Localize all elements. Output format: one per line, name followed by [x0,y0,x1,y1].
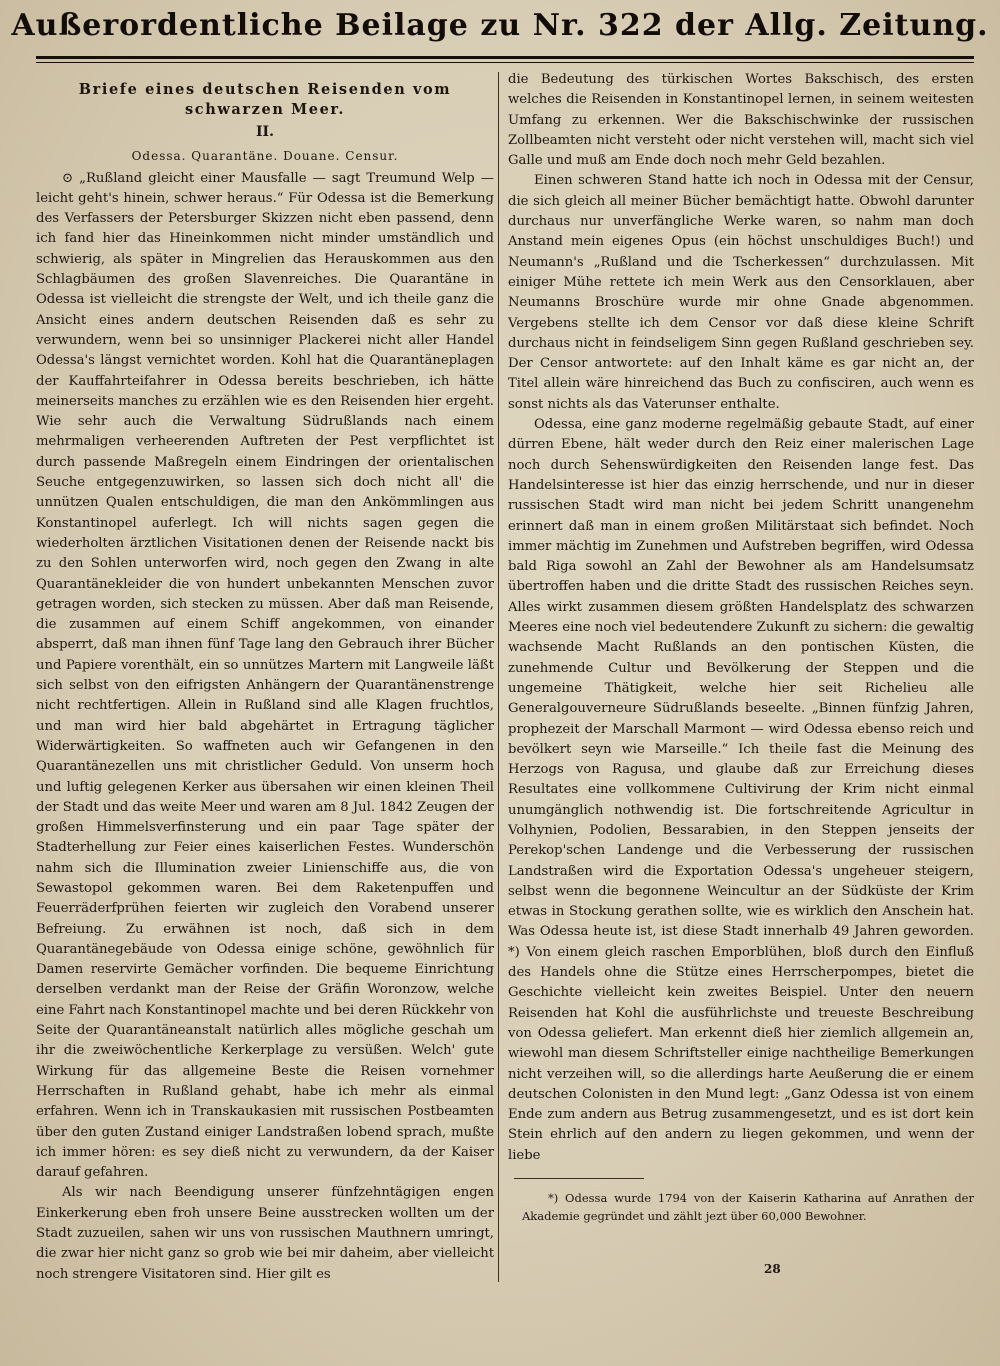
masthead-rule-top [36,56,974,59]
right-column [508,70,974,1225]
article-title: Briefe eines deutschen Reisenden vom schwarzen Meer. [78,81,452,118]
left-paragraph-2: Als wir nach Beendigung unserer fünfzehntägigen engen Einkerkerung eben froh unsere Beine ausstrecken wollten um der Stadt zuzueilen, sahen wir uns von russischen Mauthnern umringt, die zwar hier nicht ganz so grob wie bei mir daheim, aber vielleicht noch strengere Visitatoren sind. Hier gilt es [36,1185,494,1282]
column-divider [498,72,499,1282]
footnote: *) Odessa wurde 1794 von der Kaiserin Katharina auf Anrathen der Akademie gegründet und zählt jezt über 60,000 Bewohner. [522,1191,974,1224]
right-paragraph-1: die Bedeutung des türkischen Wortes Bakschisch, des ersten welches die Reisenden in Konstantinopel lernen, in seinem weitesten Umfang zu erkennen. Wer die Bakschischwinke der russischen Zollbeamten nicht versteht oder nicht verstehen will, macht sich viel Galle und muß am Ende doch noch mehr Geld bezahlen. [508,72,974,169]
left-paragraph-1: ⊙ „Rußland gleicht einer Mausfalle — sagt Treumund Welp — leicht geht's hinein, schwer heraus.“ Für Odessa ist die Bemerkung des Verfassers der Petersburger Skizzen nicht eben passend, denn ich fand hier das Hineinkommen nicht minder umständlich und schwierig, als später in Mingrelien das Herauskommen aus den Schlagbäumen des großen Slavenreiches. Die Quarantäne in Odessa ist vielleicht die strengste der Welt, und ich theile ganz die Ansicht eines andern deutschen Reisenden daß es sehr zu verwundern, wenn bei so unsinniger Plackerei nicht aller Handel Odessa's längst vernichtet worden. Kohl hat die Quarantäneplagen der Kauffahrteifahrer in Odessa bereits beschrieben, ich hätte meinerseits manches zu erzählen wie es den Reisenden hier ergeht. Wie sehr auch die Verwaltung Südrußlands nach einem mehrmaligen verheerenden Auftreten der Pest verpflichtet ist durch passende Maßregeln einem Eindringen der orientalischen Seuche entgegenzuwirken, so lassen sich doch nicht all' die unnützen Qualen entschuldigen, die man den Ankömmlingen aus Konstantinopel auferlegt. Ich will nichts sagen gegen die wiederholten ärztlichen Visitationen denen der Reisende nackt bis zu den Sohlen unterworfen wird, noch gegen den Zwang in alte Quarantänekleider die von hundert unbekannten Menschen zuvor getragen worden, sich stecken zu müssen. Aber daß man Reisende, die zusammen auf einem Schiff angekommen, von einander absperrt, daß man ihnen fünf Tage lang den Gebrauch ihrer Bücher und Papiere vorenthält, ein so unnützes Martern mit Langweile läßt sich selbst von den eifrigsten Anhängern der Quarantänenstrenge nicht rechtfertigen. Allein in Rußland sind alle Klagen fruchtlos, und man wird hier bald abgehärtet in Ertragung täglicher Widerwärtigkeiten. So waffneten auch wir Gefangenen in den Quarantänezellen uns mit christlicher Geduld. Von unserm hoch und luftig gelegenen Kerker aus übersahen wir einen kleinen Theil der Stadt und das weite Meer und waren am 8 Jul. 1842 Zeugen der großen Himmelsverfinsterung und ein paar Tage später der Stadterhellung zur Feier eines kaiserlichen Festes. Wunderschön nahm sich die Illumination zweier Linienschiffe aus, die von Sewastopol gekommen waren. Bei dem Raketenpuffen und Feuerräderfprühen feierten wir zugleich den Vorabend unserer Befreiung. Zu erwähnen ist noch, daß sich in dem Quarantänegebäude von Odessa einige schöne, gewöhnlich für Damen reservirte Gemächer vorfinden. Die bequeme Einrichtung derselben verdankt man der Reise der Gräfin Woronzow, welche eine Fahrt nach Konstantinopel machte und bei deren Rückkehr von Seite der Quarantäneanstalt natürlich alles mögliche geschah um ihr die zweiwöchentliche Kerkerplage zu versüßen. Welch' gute Wirkung für das allgemeine Beste die Reisen vornehmer Herrschaften in Rußland gehabt, habe ich mehr als einmal erfahren. Wenn ich in Transkaukasien mit russischen Postbeamten über den guten Zustand einiger Landstraßen lobend sprach, mußte ich immer hören: es sey dieß nicht zu verwundern, da der Kaiser darauf gefahren. [36,170,494,1181]
right-paragraph-2: Einen schweren Stand hatte ich noch in Odessa mit der Censur, die sich gleich all meiner Bücher bemächtigt hatte. Obwohl darunter durchaus nur unverfängliche Werke waren, so nahm man doch Anstand mein eigenes Opus (ein höchst unschuldiges Buch!) und Neumann's „Rußland und die Tscherkessen“ durchzulassen. Mit einiger Mühe rettete ich mein Werk aus den Censorklauen, aber Neumanns Broschüre wurde mir ohne Gnade abgenommen. Vergebens stellte ich dem Censor vor daß diese kleine Schrift durchaus nicht in feindseligem Sinn gegen Rußland geschrieben sey. Der Censor antwortete: auf den Inhalt käme es gar nicht an, der Titel allein wäre hinreichend das Buch zu confisciren, auch wenn es sonst nichts als das Vaterunser enthalte. [508,173,974,412]
article-subhead: Odessa. Quarantäne. Douane. Censur. [131,149,399,164]
right-paragraph-3: Odessa, eine ganz moderne regelmäßig gebaute Stadt, auf einer dürren Ebene, hält weder durch den Reiz einer malerischen Lage noch durch Sehenswürdigkeiten den Reisenden lange fest. Das Handelsinteresse ist hier das einzig herrschende, und nur in dieser russischen Stadt wird man nicht bei jedem Schritt unangenehm erinnert daß man in einem großen Militärstaat sich befindet. Noch immer mächtig im Zunehmen und Aufstreben begriffen, wird Odessa bald Riga sowohl an Zahl der Bewohner als am Handelsumsatz übertroffen haben und die dritte Stadt des russischen Reiches seyn. Alles wirkt zusammen diesem größten Handelsplatz des schwarzen Meeres eine noch viel bedeutendere Zukunft zu sichern: die gewaltig wachsende Macht Rußlands an den pontischen Küsten, die zunehmende Cultur und Bevölkerung der Steppen und die ungemeine Thätigkeit, welche hier seit Richelieu alle Generalgouverneure Südrußlands beseelte. „Binnen fünfzig Jahren, prophezeit der Marschall Marmont — wird Odessa ebenso reich und bevölkert seyn wie Marseille.“ Ich theile fast die Meinung des Herzogs von Ragusa, und glaube daß zur Erreichung dieses Resultates eine vollkommene Cultivirung der Krim nicht einmal unumgänglich nothwendig ist. Die fortschreitende Agricultur in Volhynien, Podolien, Bessarabien, in den Steppen jenseits der Perekop'schen Landenge und die Verbesserung der russischen Landstraßen wird die Exportation Odessa's ungeheuer steigern, selbst wenn die begonnene Weincultur an der Südküste der Krim etwas in Stockung gerathen sollte, wie es wirklich den Anschein hat. Was Odessa heute ist, ist diese Stadt innerhalb 49 Jahren geworden. *) Von einem gleich raschen Emporblühen, bloß durch den Einfluß des Handels ohne die Stütze eines Herrscherpompes, bietet die Geschichte vielleicht kein zweites Beispiel. Unter den neuern Reisenden hat Kohl die ausführlichste und treueste Beschreibung von Odessa geliefert. Man erkennt dieß hier ziemlich allgemein an, wiewohl man diesem Schriftsteller einige nachtheilige Bemerkungen nicht verzeihen will, so die allerdings harte Aeußerung die er einem deutschen Colonisten in den Mund legt: „Ganz Odessa ist von einem Ende zum andern aus Betrug zusammengesetzt, und es ist dort kein Stein ehrlich auf den andern zu liegen gekommen, und wenn der liebe [508,417,974,1163]
footnote-separator [514,1178,644,1179]
masthead-rule-bottom [36,62,974,63]
left-column [36,70,494,1285]
article-part-number: II. [256,124,274,140]
page-number: 28 [764,1262,781,1276]
masthead-title: Außerordentliche Beilage zu Nr. 322 der Allg. Zeitung. [11,8,989,43]
